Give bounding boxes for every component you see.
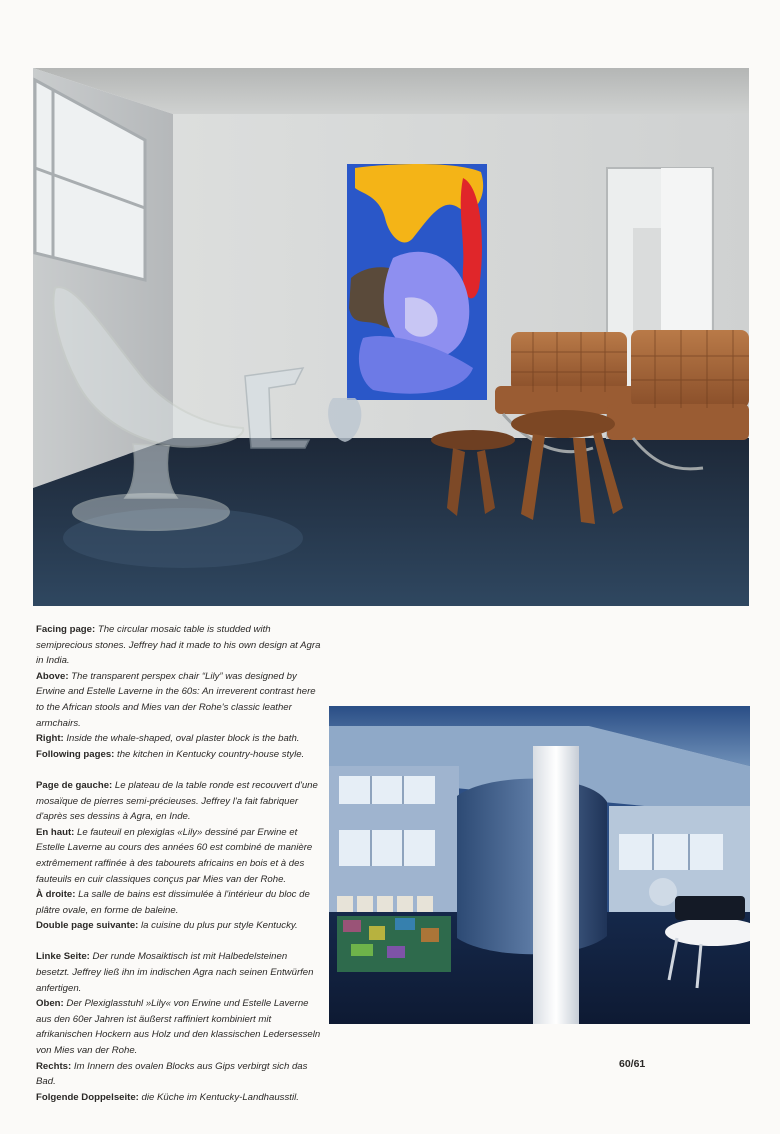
- caption-english-right: Right: Inside the whale-shaped, oval plaster block is the bath.: [36, 733, 300, 745]
- bath-block-illustration: [329, 706, 750, 1024]
- caption-column: [36, 622, 321, 1121]
- caption-block-german: [36, 949, 321, 1105]
- caption-german-oben: Oben: Der Plexiglasstuhl »Lily« von Erwine und Estelle Laverne aus den 60er Jahren ist äußerst raffiniert kombiniert mit afrikanischen Hockern aus Holz und den klassischen Ledersesseln von Mies van der Rohe.: [36, 998, 321, 1057]
- caption-english-facing-page: Facing page: The circular mosaic table is studded with semiprecious stones. Jeffrey had it made to his own design at Agra in India.: [36, 624, 321, 667]
- caption-block-english: [36, 622, 321, 762]
- caption-french-page-de-gauche: Page de gauche: Le plateau de la table ronde est recouvert d'une mosaïque de pierres semi-précieuses. Jeffrey l'a fait fabriquer d'après ses dessins à Agra, en Inde.: [36, 779, 318, 823]
- photo-bath-block: [329, 706, 750, 1024]
- caption-german-rechts: Rechts: Im Innern des ovalen Blocks aus Gips verbirgt sich das Bad.: [36, 1060, 308, 1088]
- caption-german-linke-seite: Linke Seite: Der runde Mosaiktisch ist mit Halbedelsteinen besetzt. Jeffrey ließ ihn im indischen Agra nach seinen Entwürfen anfertigen.: [36, 951, 314, 994]
- caption-french-a-droite: À droite: La salle de bains est dissimulée à l'intérieur du bloc de plâtre ovale, en forme de baleine.: [36, 889, 310, 916]
- page-number: 60/61: [619, 1058, 646, 1070]
- photo-living-room: [33, 68, 749, 606]
- living-room-illustration: [33, 68, 749, 606]
- caption-german-folgende-doppelseite: Folgende Doppelseite: die Küche im Kentucky-Landhausstil.: [36, 1091, 299, 1103]
- caption-block-french: [36, 778, 321, 934]
- caption-french-en-haut: En haut: Le fauteuil en plexiglas «Lily» dessiné par Erwine et Estelle Laverne au cours des années 60 est combiné de manière extrêmement raffinée à des tabourets africains en bois et à des fauteuils en cuir classiques conçus par Mies van der Rohe.: [36, 826, 313, 885]
- caption-english-above: Above: The transparent perspex chair “Lily” was designed by Erwine and Estelle Laverne in the 60s: An irreverent contrast here to the African stools and Mies van der Rohe's classic leather armchairs.: [36, 670, 316, 729]
- caption-english-following-pages: Following pages: the kitchen in Kentucky country-house style.: [36, 748, 305, 760]
- caption-french-double-page: Double page suivante: la cuisine du plus pur style Kentucky.: [36, 920, 298, 932]
